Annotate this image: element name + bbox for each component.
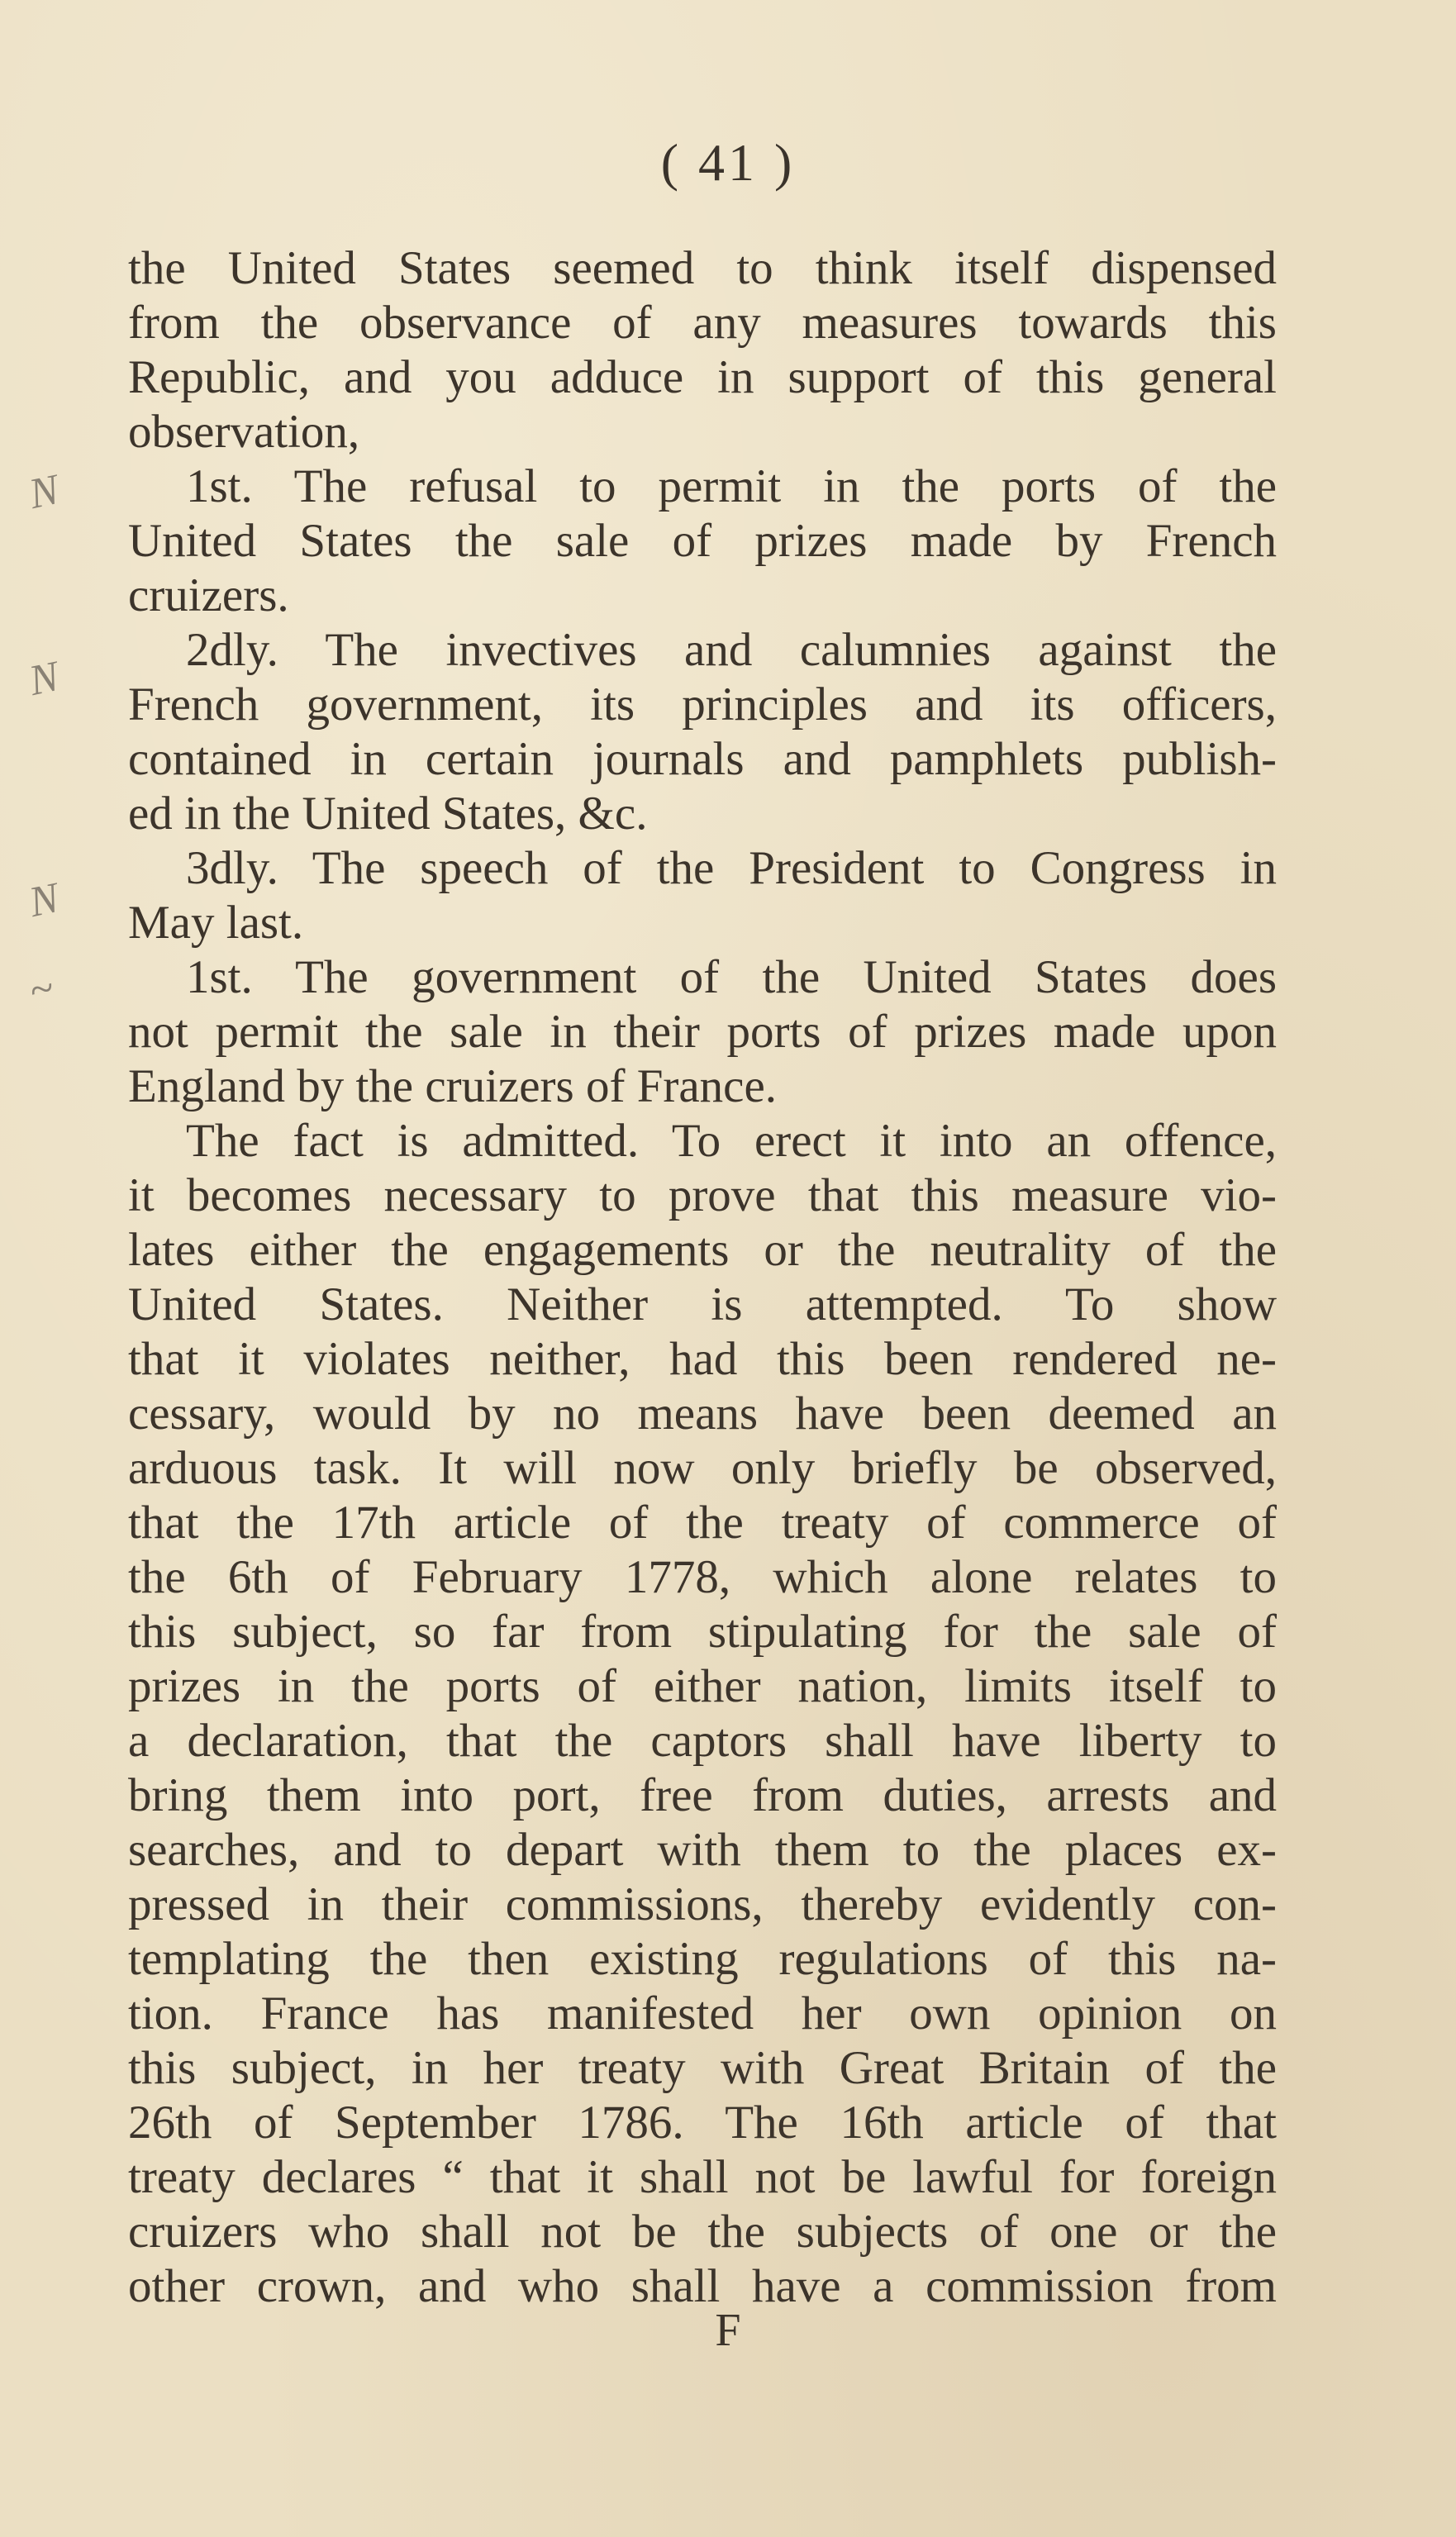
text-line: contained in certain journals and pamphlets publish- [128,733,1277,785]
text-line: not permit the sale in their ports of prizes made upon [128,1006,1277,1058]
text-line: bring them into port, free from duties, arrests and [128,1769,1277,1821]
text-line: lates either the engagements or the neutrality of the [128,1224,1277,1276]
text-line: this subject, so far from stipulating for the sale of [128,1606,1277,1658]
body-text [128,241,1277,2314]
text-line: a declaration, that the captors shall have liberty to [128,1715,1277,1767]
text-line: other crown, and who shall have a commission from [128,2260,1277,2312]
text-line: cruizers who shall not be the subjects of one or the [128,2206,1277,2258]
text-line: cruizers. [128,569,289,621]
margin-mark: N [25,466,64,518]
margin-mark: N [25,653,64,705]
signature-mark: F [715,2305,741,2356]
text-line: arduous task. It will now only briefly be observed, [128,1442,1277,1494]
text-line: United States the sale of prizes made by French [128,515,1277,567]
text-line: French government, its principles and its officers, [128,678,1277,731]
margin-mark: N [25,874,64,926]
text-line: The fact is admitted. To erect it into an offence, [186,1115,1277,1167]
text-line: cessary, would by no means have been deemed an [128,1387,1277,1440]
text-line: the 6th of February 1778, which alone relates to [128,1551,1277,1603]
text-line: England by the cruizers of France. [128,1060,778,1112]
text-line: tion. France has manifested her own opinion on [128,1987,1277,2040]
text-line: observation, [128,406,360,458]
text-line: 1st. The refusal to permit in the ports of the [186,460,1277,512]
text-line: that the 17th article of the treaty of commerce of [128,1497,1277,1549]
text-line: ed in the United States, &c. [128,788,648,840]
text-line: this subject, in her treaty with Great Britain of the [128,2042,1277,2094]
text-line: 1st. The government of the United States does [186,951,1277,1003]
text-line: Republic, and you adduce in support of this general [128,351,1277,403]
text-line: searches, and to depart with them to the places ex- [128,1824,1277,1876]
text-line: 3dly. The speech of the President to Congress in [186,842,1277,894]
text-line: it becomes necessary to prove that this measure vio- [128,1169,1277,1221]
page-number: ( 41 ) [660,133,796,192]
text-line: 26th of September 1786. The 16th article of that [128,2097,1277,2149]
text-line: May last. [128,897,304,949]
text-line: 2dly. The invectives and calumnies against the [186,624,1277,676]
margin-mark: ~ [25,964,58,1016]
text-line: that it violates neither, had this been rendered ne- [128,1333,1277,1385]
text-line: pressed in their commissions, thereby evidently con- [128,1878,1277,1930]
text-line: templating the then existing regulations of this na- [128,1933,1277,1985]
text-line: prizes in the ports of either nation, limits itself to [128,1660,1277,1712]
text-line: from the observance of any measures towards this [128,297,1277,349]
text-line: United States. Neither is attempted. To show [128,1278,1277,1330]
text-line: treaty declares “ that it shall not be lawful for foreign [128,2151,1277,2203]
text-line: the United States seemed to think itself dispensed [128,242,1277,294]
